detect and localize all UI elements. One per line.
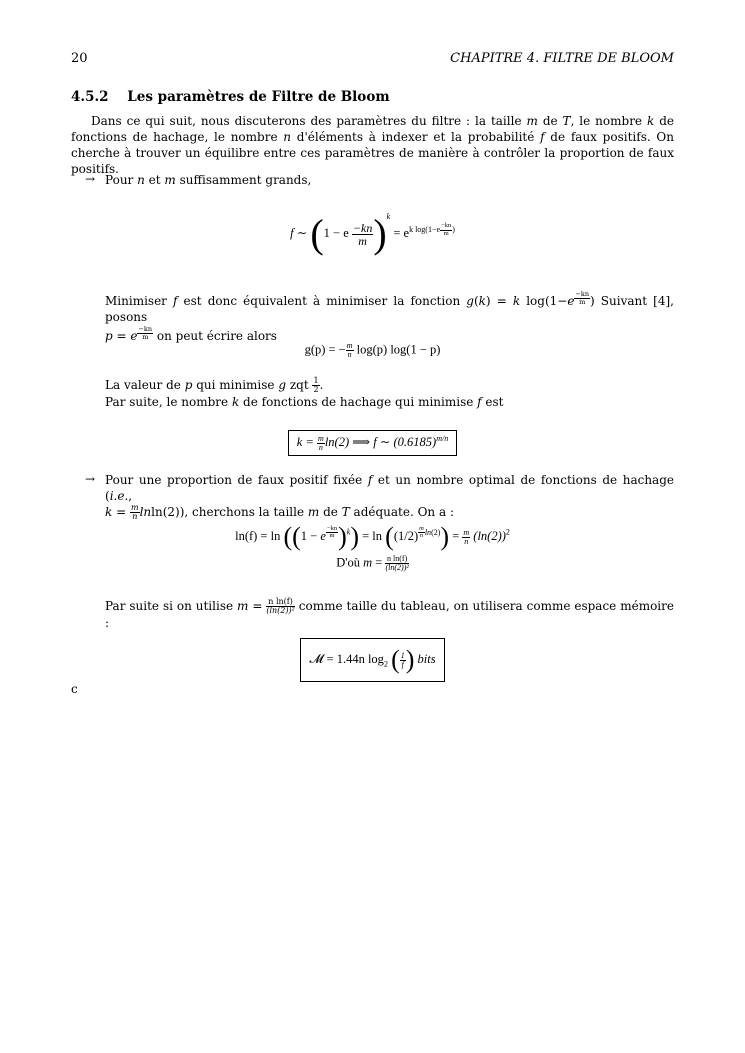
fraction: $\frac{m}{n}$: [346, 341, 353, 359]
fraction: [137, 326, 153, 340]
exponent: m/n: [436, 434, 449, 443]
fraction: [352, 222, 373, 247]
fraction: [574, 291, 590, 305]
numerator: −kn: [138, 325, 153, 333]
eq-lhs: f ∼: [290, 226, 308, 240]
text: Par suite si on utilise: [105, 599, 238, 613]
numerator: −kn: [575, 290, 590, 298]
text: ln(2)), cherchons la taille: [151, 505, 308, 519]
text: est donc équivalent à minimiser la fonction: [177, 294, 467, 308]
numerator: 1: [400, 650, 405, 660]
denominator: m: [358, 233, 367, 248]
denominator: (ln(2))²: [266, 606, 295, 615]
text: de faux positifs. On cherche à trouver un équilibre entre ces paramètres de manière à contrôler la proportion de faux positifs.: [71, 130, 674, 176]
bullet-arrow: →: [85, 472, 96, 486]
text: ,: [128, 489, 133, 503]
page-number: 20: [71, 51, 88, 66]
left-paren: (: [385, 522, 394, 551]
text: zqt: [286, 378, 313, 392]
eq-part: (1/2): [393, 528, 419, 543]
text: Dans ce qui suit, nous discuterons des paramètres du filtre : la taille: [91, 114, 527, 128]
text: Pour une proportion de faux positif fixée: [105, 473, 368, 487]
left-paren: ((: [283, 522, 301, 551]
text: Minimiser: [105, 294, 173, 308]
numerator: −kn: [326, 524, 338, 532]
bullet-item: Pour n et m suffisamment grands,: [105, 173, 312, 187]
document-page: [71, 0, 674, 1053]
text: de: [537, 114, 563, 128]
eq-part: =: [452, 528, 460, 543]
text: adéquate. On a :: [349, 505, 454, 519]
denominator: m: [142, 332, 149, 341]
text: de fonctions de hachage qui minimise: [239, 395, 478, 409]
text: est: [481, 395, 504, 409]
denominator: f: [401, 659, 404, 669]
text: comme taille du tableau, on utilisera comme espace mémoire :: [105, 599, 674, 630]
fraction: $\frac{m}{n}$: [463, 527, 470, 546]
boxed-k-result: [71, 430, 674, 456]
text: suffisamment grands,: [175, 173, 312, 187]
fraction: $\frac{m}{n}$: [318, 433, 324, 452]
text: on peut écrire alors: [153, 329, 277, 343]
exponent: 2: [505, 527, 510, 537]
boxed-memory: [71, 638, 674, 682]
result-box: [300, 638, 444, 682]
text: , le nombre: [570, 114, 647, 128]
section-heading: [71, 89, 390, 105]
dou-line: D'où m = $\frac{\text{n ln(f)}}{\text{(ln(2))²}}$: [336, 554, 409, 572]
right-paren: ): [338, 522, 347, 551]
text: Suivant [4], posons: [105, 294, 674, 324]
fraction: [385, 555, 408, 572]
minimise-paragraph: Minimiser f est donc équivalent à minimiser la fonction g(k) = k log(1−e $^{\frac{-kn}{m}}$ ) Suivant [4], posons p = e $^{\frac{-kn}{m}}$ on peut écrire alors: [105, 290, 674, 343]
exponent: k: [386, 212, 391, 221]
stray-letter: c: [71, 682, 78, 696]
result-box: [288, 430, 457, 456]
text: qui minimise: [192, 378, 279, 392]
eq-part: 1 − e: [323, 226, 349, 240]
bullet-item: Pour une proportion de faux positif fixée f et un nombre optimal de fonctions de hachage (i.e., k = $\frac{m}{n}$ lnln(2)), cherchons la taille m de T adéquate. On a :: [105, 473, 674, 521]
text: de: [319, 505, 342, 519]
right-paren: ): [373, 211, 387, 257]
eq-part: ln(2) ⟹ f ∼ (0.6185): [324, 435, 437, 450]
fraction: [326, 526, 338, 540]
right-paren: ): [350, 522, 359, 551]
intro-paragraph: Dans ce qui suit, nous discuterons des paramètres du filtre : la taille m de T, le nombre k de fonctions de hachage, le nombre n d'éléments à indexer et la probabilité f de faux positifs. On cherche à trouver un équilibre entre ces paramètres de manière à contrôler la proportion de faux positifs.: [71, 114, 674, 176]
text: La valeur de: [105, 378, 185, 392]
text: de fonctions de hachage, le nombre: [71, 114, 674, 144]
denominator: m: [443, 229, 449, 237]
eq-part: log(p) log(1 − p): [356, 342, 441, 357]
section-number: 4.5.2: [71, 89, 109, 105]
left-paren: (: [310, 211, 324, 257]
eq-part: = e: [393, 226, 410, 240]
eq-part: (ln(2)): [473, 528, 506, 543]
chapter-title: CHAPITRE 4. FILTRE DE BLOOM: [450, 51, 674, 66]
left-paren: (: [391, 645, 400, 674]
fraction: $\frac{m}{n}$: [130, 503, 139, 521]
eq-part: g(p) = −: [304, 342, 346, 357]
eq-part: ln(f) = ln: [235, 528, 281, 543]
numerator: n ln(f): [387, 554, 408, 563]
fraction: [266, 598, 295, 615]
fraction: [440, 223, 452, 237]
text: et un nombre optimal de fonctions de hachage (: [105, 473, 674, 503]
exponent: k log(1−e: [409, 224, 441, 234]
section-title: Les paramètres de Filtre de Bloom: [127, 89, 390, 105]
subscript: 2: [383, 659, 388, 669]
eq-part: bits: [417, 651, 436, 666]
text: Pour: [105, 173, 138, 187]
numerator: m: [346, 341, 353, 350]
equation-g-p: [71, 342, 674, 359]
exponent: ): [452, 224, 455, 234]
text: et: [144, 173, 165, 187]
denominator: m: [329, 532, 335, 540]
text: .: [319, 378, 324, 392]
text: Par suite, le nombre: [105, 395, 232, 409]
denominator: (ln(2))²: [385, 563, 409, 572]
fraction: $\frac{1}{2}$: [313, 376, 319, 394]
eq-part: 𝓜 = 1.44n log: [309, 651, 384, 666]
right-paren: ): [405, 645, 415, 674]
eq-part: = ln: [362, 528, 383, 543]
valeur-paragraph: La valeur de p qui minimise g zqt $\frac{1}{2}$ . Par suite, le nombre k de fonctions de hachage qui minimise f est: [105, 376, 504, 409]
numerator: −kn: [441, 222, 452, 229]
text: i.e.: [109, 489, 129, 503]
bullet-arrow: →: [85, 172, 96, 186]
parsuite2-paragraph: Par suite si on utilise m = $\frac{\text{n ln(f)}}{\text{(ln(2))²}}$ comme taille du tableau, on utilisera comme espace mémoire :: [105, 597, 674, 630]
numerator: −kn: [352, 220, 373, 235]
eq-part: k =: [296, 435, 318, 450]
equation-ln-f: ln(f) = ln ((1 − e $^{\frac{-kn}{m}}$ )$^k$) = ln ((1/2) $^{\frac{m}{n} ln(2)}$) = $\frac{m}{n}$ $(\ln(2))^2$: [235, 522, 510, 551]
equation-f-approx: [71, 211, 674, 257]
text: D'où: [336, 555, 364, 570]
numerator: n ln(f): [268, 597, 293, 606]
denominator: m: [579, 297, 586, 306]
right-paren: ): [440, 522, 450, 551]
text: d'éléments à indexer et la probabilité: [291, 130, 541, 144]
